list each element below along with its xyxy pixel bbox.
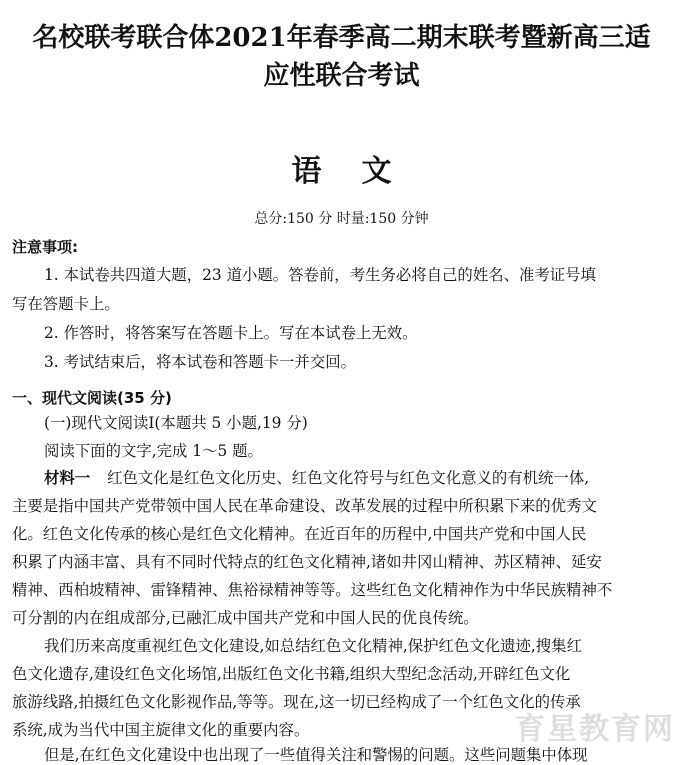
material-label: 材料一: [44, 469, 91, 487]
exam-title-line1: 名校联考联合体2021年春季高二期末联考暨新高三适: [32, 23, 651, 53]
notice-item-2: 2. 作答时，将答案写在答题卡上。写在本试卷上无效。: [44, 324, 418, 342]
section-heading: 一、现代文阅读(35 分): [12, 389, 172, 407]
material-para2-line1: 我们历来高度重视红色文化建设,如总结红色文化精神,保护红色文化遗迹,搜集红: [44, 637, 582, 655]
subject-title: 语文: [291, 154, 432, 189]
score-time-info: 总分:150 分 时量:150 分钟: [254, 211, 429, 227]
material-para3-line1: 但是,在红色文化建设中也出现了一些值得关注和警惕的问题。这些问题集中体现: [44, 746, 588, 764]
notice-item-1: 1. 本试卷共四道大题，23 道小题。答卷前，考生务必将自己的姓名、准考证号填: [44, 266, 596, 284]
notice-heading: 注意事项:: [12, 238, 78, 256]
material-para1-line6: 可分割的内在组成部分,已融汇成中国共产党和中国人民的优良传统。: [12, 609, 479, 627]
material-para2-line4: 系统,成为当代中国主旋律文化的重要内容。: [12, 721, 310, 739]
material-text: 红色文化是红色文化历史、红色文化符号与红色文化意义的有机统一体,: [107, 469, 590, 487]
material-para2-line3: 旅游线路,拍摄红色文化影视作品,等等。现在,这一切已经构成了一个红色文化的传承: [12, 693, 581, 711]
reading-instruction: 阅读下面的文字,完成 1～5 题。: [44, 442, 263, 460]
watermark-logo: 育星教育网: [515, 712, 675, 747]
material-para1-line4: 积累了内涵丰富、具有不同时代特点的红色文化精神,诸如井冈山精神、苏区精神、延安: [12, 553, 602, 571]
material-para1-line1: [44, 468, 589, 488]
subsection-heading: (一)现代文阅读Ⅰ(本题共 5 小题,19 分): [44, 414, 308, 432]
material-para2-line2: 色文化遗存,建设红色文化场馆,出版红色文化书籍,组织大型纪念活动,开辟红色文化: [12, 665, 571, 683]
notice-item-1-cont: 写在答题卡上。: [12, 295, 120, 313]
material-para1-line5: 精神、西柏坡精神、雷锋精神、焦裕禄精神等等。这些红色文化精神作为中华民族精神不: [12, 581, 613, 599]
exam-title-line2: 应性联合考试: [263, 61, 420, 91]
material-para1-line2: 主要是指中国共产党带领中国人民在革命建设、改革发展的过程中所积累下来的优秀文: [12, 497, 597, 515]
material-para1-line3: 化。红色文化传承的核心是红色文化精神。在近百年的历程中,中国共产党和中国人民: [12, 525, 587, 543]
notice-item-3: 3. 考试结束后，将本试卷和答题卡一并交回。: [44, 353, 356, 371]
